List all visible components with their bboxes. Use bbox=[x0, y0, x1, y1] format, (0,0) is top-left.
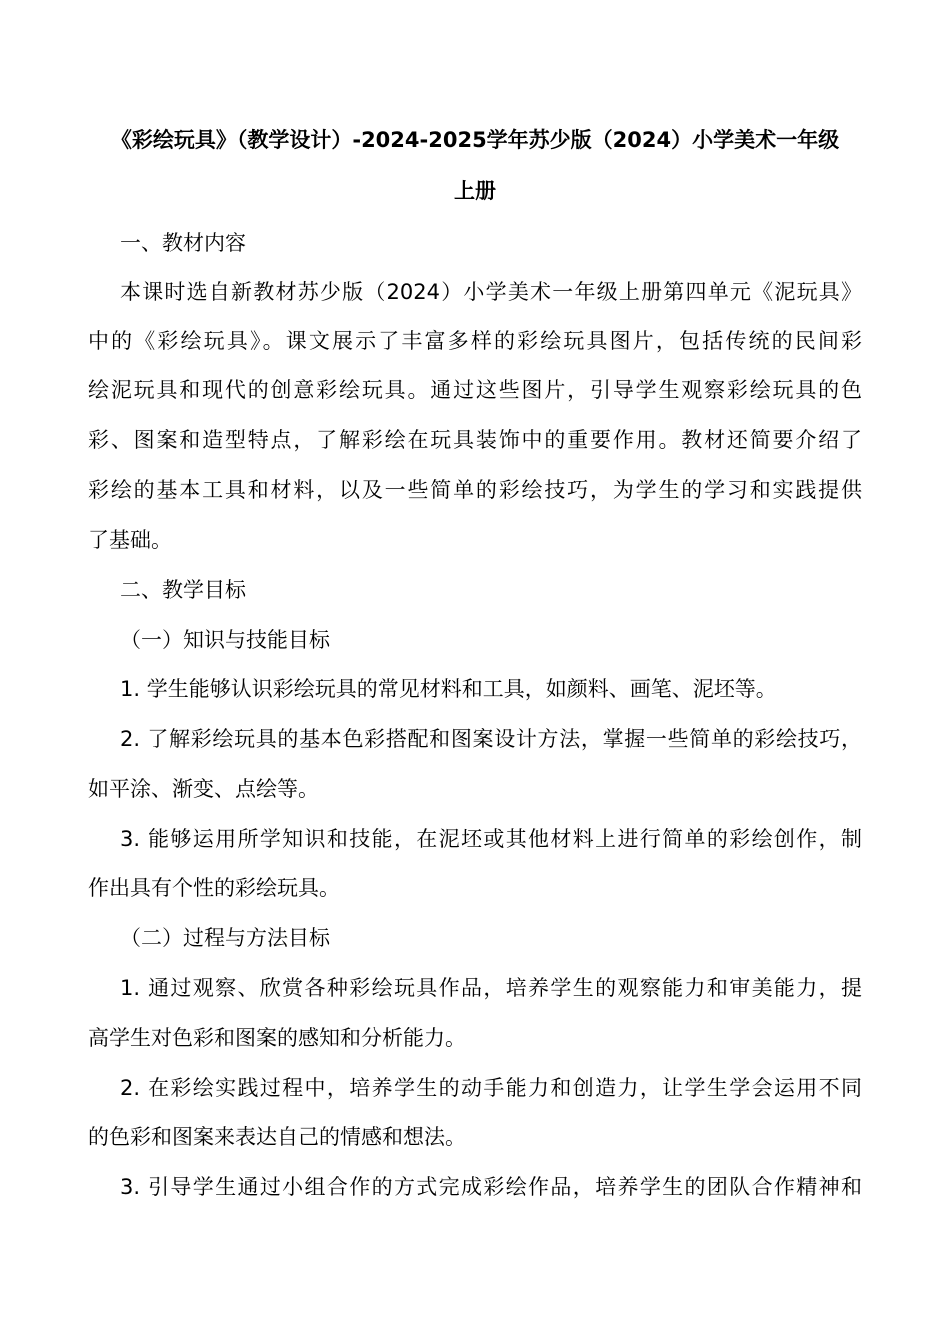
list-item-continuation: 高学生对色彩和图案的感知和分析能力。 bbox=[88, 1026, 466, 1050]
list-item: 1. 通过观察、欣赏各种彩绘玩具作品，培养学生的观察能力和审美能力，提 bbox=[120, 976, 862, 1000]
document-title-line-1: 《彩绘玩具》（教学设计）-2024-2025学年苏少版（2024）小学美术一年级 bbox=[110, 128, 840, 152]
section-heading-goals: 二、教学目标 bbox=[120, 578, 246, 602]
paragraph-line: 彩绘的基本工具和材料，以及一些简单的彩绘技巧，为学生的学习和实践提供 bbox=[88, 478, 862, 502]
paragraph-line: 了基础。 bbox=[88, 528, 172, 552]
list-item: 3. 引导学生通过小组合作的方式完成彩绘作品，培养学生的团队合作精神和 bbox=[120, 1175, 862, 1199]
subsection-heading-process: （二）过程与方法目标 bbox=[120, 926, 330, 950]
paragraph-line: 本课时选自新教材苏少版（2024）小学美术一年级上册第四单元《泥玩具》 bbox=[120, 280, 862, 304]
document-title-line-2: 上册 bbox=[454, 179, 496, 203]
paragraph-line: 中的《彩绘玩具》。课文展示了丰富多样的彩绘玩具图片，包括传统的民间彩 bbox=[88, 329, 862, 353]
list-item-continuation: 如平涂、渐变、点绘等。 bbox=[88, 777, 319, 801]
paragraph-line: 彩、图案和造型特点，了解彩绘在玩具装饰中的重要作用。教材还简要介绍了 bbox=[88, 428, 862, 452]
section-heading-content: 一、教材内容 bbox=[120, 231, 246, 255]
subsection-heading-knowledge: （一）知识与技能目标 bbox=[120, 628, 330, 652]
paragraph-line: 绘泥玩具和现代的创意彩绘玩具。通过这些图片，引导学生观察彩绘玩具的色 bbox=[88, 378, 862, 402]
list-item: 1. 学生能够认识彩绘玩具的常见材料和工具，如颜料、画笔、泥坯等。 bbox=[120, 677, 777, 701]
list-item: 2. 在彩绘实践过程中，培养学生的动手能力和创造力，让学生学会运用不同 bbox=[120, 1076, 862, 1100]
list-item-continuation: 的色彩和图案来表达自己的情感和想法。 bbox=[88, 1125, 466, 1149]
list-item-continuation: 作出具有个性的彩绘玩具。 bbox=[88, 876, 340, 900]
list-item: 2. 了解彩绘玩具的基本色彩搭配和图案设计方法，掌握一些简单的彩绘技巧， bbox=[120, 727, 862, 751]
list-item: 3. 能够运用所学知识和技能，在泥坯或其他材料上进行简单的彩绘创作，制 bbox=[120, 827, 862, 851]
